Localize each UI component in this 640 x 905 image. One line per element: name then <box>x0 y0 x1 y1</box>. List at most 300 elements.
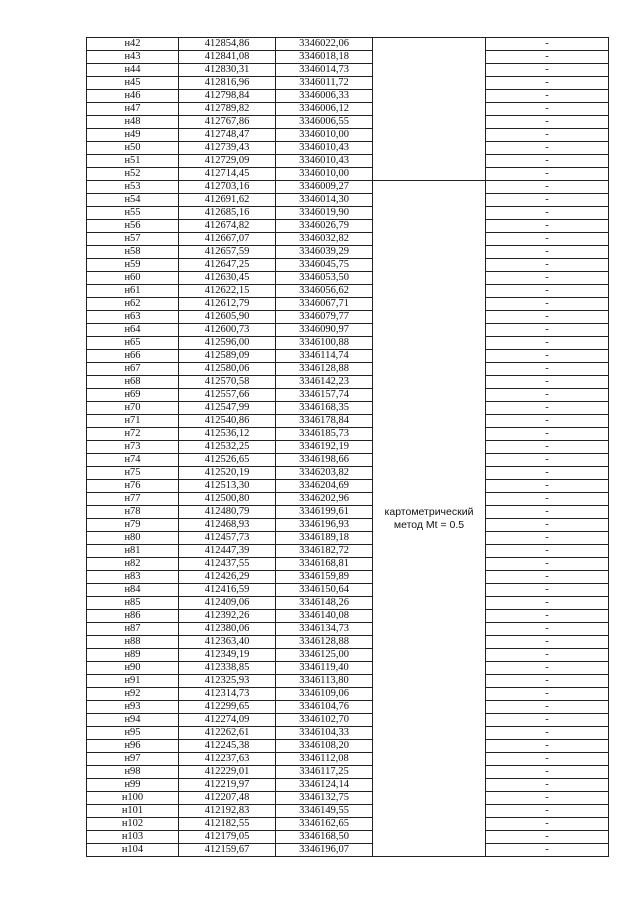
error-cell: - <box>486 363 609 376</box>
coord-x-cell: 412229,01 <box>179 766 276 779</box>
point-name-cell: н42 <box>87 38 179 51</box>
point-name-cell: н83 <box>87 571 179 584</box>
error-cell: - <box>486 714 609 727</box>
coord-x-cell: 412570,58 <box>179 376 276 389</box>
error-cell: - <box>486 701 609 714</box>
method-accuracy: метод Mt = 0.5 <box>393 518 465 531</box>
error-cell: - <box>486 233 609 246</box>
coord-y-cell: 3346113,80 <box>276 675 373 688</box>
error-cell: - <box>486 623 609 636</box>
table-row <box>87 129 609 142</box>
coord-x-cell: 412416,59 <box>179 584 276 597</box>
error-cell: - <box>486 571 609 584</box>
coord-x-cell: 412691,62 <box>179 194 276 207</box>
coord-y-cell: 3346022,06 <box>276 38 373 51</box>
coord-y-cell: 3346124,14 <box>276 779 373 792</box>
point-name-cell: н76 <box>87 480 179 493</box>
coord-y-cell: 3346159,89 <box>276 571 373 584</box>
table-row <box>87 766 609 779</box>
coord-y-cell: 3346056,62 <box>276 285 373 298</box>
coord-y-cell: 3346178,84 <box>276 415 373 428</box>
coord-x-cell: 412580,06 <box>179 363 276 376</box>
error-cell: - <box>486 220 609 233</box>
table-row <box>87 506 609 519</box>
coord-y-cell: 3346011,72 <box>276 77 373 90</box>
coord-x-cell: 412729,09 <box>179 155 276 168</box>
coord-x-cell: 412703,16 <box>179 181 276 194</box>
point-name-cell: н77 <box>87 493 179 506</box>
coord-y-cell: 3346014,73 <box>276 64 373 77</box>
point-name-cell: н62 <box>87 298 179 311</box>
point-name-cell: н43 <box>87 51 179 64</box>
point-name-cell: н85 <box>87 597 179 610</box>
table-row <box>87 77 609 90</box>
table-row <box>87 363 609 376</box>
table-row <box>87 64 609 77</box>
coord-y-cell: 3346168,81 <box>276 558 373 571</box>
coord-y-cell: 3346006,33 <box>276 90 373 103</box>
coord-y-cell: 3346132,75 <box>276 792 373 805</box>
point-name-cell: н103 <box>87 831 179 844</box>
point-name-cell: н44 <box>87 64 179 77</box>
table-row <box>87 90 609 103</box>
point-name-cell: н104 <box>87 844 179 857</box>
table-row <box>87 805 609 818</box>
coord-y-cell: 3346104,33 <box>276 727 373 740</box>
coord-y-cell: 3346142,23 <box>276 376 373 389</box>
coord-x-cell: 412437,55 <box>179 558 276 571</box>
coord-x-cell: 412674,82 <box>179 220 276 233</box>
table-row <box>87 311 609 324</box>
coord-x-cell: 412657,59 <box>179 246 276 259</box>
table-row <box>87 389 609 402</box>
table-row <box>87 740 609 753</box>
error-cell: - <box>486 818 609 831</box>
coord-y-cell: 3346006,12 <box>276 103 373 116</box>
coord-y-cell: 3346182,72 <box>276 545 373 558</box>
point-name-cell: н90 <box>87 662 179 675</box>
point-name-cell: н78 <box>87 506 179 519</box>
point-name-cell: н75 <box>87 467 179 480</box>
coord-x-cell: 412540,86 <box>179 415 276 428</box>
point-name-cell: н101 <box>87 805 179 818</box>
coord-x-cell: 412739,43 <box>179 142 276 155</box>
coord-x-cell: 412245,38 <box>179 740 276 753</box>
table-row <box>87 753 609 766</box>
point-name-cell: н84 <box>87 584 179 597</box>
point-name-cell: н67 <box>87 363 179 376</box>
coord-x-cell: 412349,19 <box>179 649 276 662</box>
coord-y-cell: 3346185,73 <box>276 428 373 441</box>
table-row <box>87 584 609 597</box>
point-name-cell: н59 <box>87 259 179 272</box>
table-row <box>87 428 609 441</box>
table-row <box>87 519 609 532</box>
table-row <box>87 415 609 428</box>
table-row <box>87 116 609 129</box>
point-name-cell: н51 <box>87 155 179 168</box>
coord-x-cell: 412179,05 <box>179 831 276 844</box>
error-cell: - <box>486 480 609 493</box>
table-row <box>87 441 609 454</box>
point-name-cell: н47 <box>87 103 179 116</box>
coord-y-cell: 3346168,35 <box>276 402 373 415</box>
table-row <box>87 376 609 389</box>
table-row <box>87 792 609 805</box>
coord-y-cell: 3346196,07 <box>276 844 373 857</box>
error-cell: - <box>486 389 609 402</box>
table-row <box>87 662 609 675</box>
coord-y-cell: 3346010,00 <box>276 129 373 142</box>
coord-y-cell: 3346117,25 <box>276 766 373 779</box>
coord-x-cell: 412830,31 <box>179 64 276 77</box>
coord-x-cell: 412182,55 <box>179 818 276 831</box>
table-row <box>87 610 609 623</box>
error-cell: - <box>486 493 609 506</box>
error-cell: - <box>486 194 609 207</box>
coord-x-cell: 412600,73 <box>179 324 276 337</box>
error-cell: - <box>486 792 609 805</box>
coord-x-cell: 412532,25 <box>179 441 276 454</box>
point-name-cell: н73 <box>87 441 179 454</box>
point-name-cell: н53 <box>87 181 179 194</box>
coord-x-cell: 412526,65 <box>179 454 276 467</box>
coord-y-cell: 3346202,96 <box>276 493 373 506</box>
error-cell: - <box>486 129 609 142</box>
method-cell <box>373 181 486 857</box>
coord-x-cell: 412380,06 <box>179 623 276 636</box>
error-cell: - <box>486 597 609 610</box>
error-cell: - <box>486 519 609 532</box>
coord-y-cell: 3346203,82 <box>276 467 373 480</box>
error-cell: - <box>486 428 609 441</box>
coord-y-cell: 3346148,26 <box>276 597 373 610</box>
table-row <box>87 545 609 558</box>
coord-x-cell: 412237,63 <box>179 753 276 766</box>
table-row <box>87 285 609 298</box>
coord-y-cell: 3346140,08 <box>276 610 373 623</box>
point-name-cell: н66 <box>87 350 179 363</box>
coord-x-cell: 412274,09 <box>179 714 276 727</box>
coord-x-cell: 412596,00 <box>179 337 276 350</box>
coord-x-cell: 412513,30 <box>179 480 276 493</box>
coord-y-cell: 3346119,40 <box>276 662 373 675</box>
coord-x-cell: 412500,80 <box>179 493 276 506</box>
error-cell: - <box>486 805 609 818</box>
coord-x-cell: 412854,86 <box>179 38 276 51</box>
coord-x-cell: 412159,67 <box>179 844 276 857</box>
coord-x-cell: 412622,15 <box>179 285 276 298</box>
coord-y-cell: 3346128,88 <box>276 363 373 376</box>
error-cell: - <box>486 298 609 311</box>
coord-y-cell: 3346189,18 <box>276 532 373 545</box>
table-row <box>87 675 609 688</box>
error-cell: - <box>486 688 609 701</box>
point-name-cell: н86 <box>87 610 179 623</box>
coord-x-cell: 412207,48 <box>179 792 276 805</box>
table-row <box>87 142 609 155</box>
table-row <box>87 597 609 610</box>
error-cell: - <box>486 415 609 428</box>
error-cell: - <box>486 662 609 675</box>
coord-y-cell: 3346112,08 <box>276 753 373 766</box>
point-name-cell: н61 <box>87 285 179 298</box>
coord-x-cell: 412789,82 <box>179 103 276 116</box>
error-cell: - <box>486 584 609 597</box>
table-row <box>87 155 609 168</box>
coord-x-cell: 412748,47 <box>179 129 276 142</box>
coord-y-cell: 3346032,82 <box>276 233 373 246</box>
point-name-cell: н80 <box>87 532 179 545</box>
point-name-cell: н63 <box>87 311 179 324</box>
point-name-cell: н50 <box>87 142 179 155</box>
table-row <box>87 558 609 571</box>
coord-x-cell: 412667,07 <box>179 233 276 246</box>
error-cell: - <box>486 103 609 116</box>
coord-x-cell: 412816,96 <box>179 77 276 90</box>
table-row <box>87 844 609 857</box>
error-cell: - <box>486 610 609 623</box>
coord-x-cell: 412468,93 <box>179 519 276 532</box>
table-row <box>87 103 609 116</box>
point-name-cell: н45 <box>87 77 179 90</box>
table-row <box>87 714 609 727</box>
method-name: картометрический <box>384 505 474 518</box>
error-cell: - <box>486 142 609 155</box>
table-row <box>87 727 609 740</box>
error-cell: - <box>486 207 609 220</box>
table-row <box>87 233 609 246</box>
error-cell: - <box>486 350 609 363</box>
point-name-cell: н87 <box>87 623 179 636</box>
error-cell: - <box>486 246 609 259</box>
coord-x-cell: 412547,99 <box>179 402 276 415</box>
error-cell: - <box>486 116 609 129</box>
table-row <box>87 51 609 64</box>
point-name-cell: н69 <box>87 389 179 402</box>
error-cell: - <box>486 77 609 90</box>
point-name-cell: н71 <box>87 415 179 428</box>
coord-x-cell: 412612,79 <box>179 298 276 311</box>
point-name-cell: н70 <box>87 402 179 415</box>
point-name-cell: н68 <box>87 376 179 389</box>
table-row <box>87 831 609 844</box>
point-name-cell: н92 <box>87 688 179 701</box>
coord-y-cell: 3346198,66 <box>276 454 373 467</box>
coord-y-cell: 3346168,50 <box>276 831 373 844</box>
coord-x-cell: 412325,93 <box>179 675 276 688</box>
point-name-cell: н79 <box>87 519 179 532</box>
error-cell: - <box>486 38 609 51</box>
point-name-cell: н93 <box>87 701 179 714</box>
coord-x-cell: 412262,61 <box>179 727 276 740</box>
table-row <box>87 298 609 311</box>
error-cell: - <box>486 181 609 194</box>
table-row <box>87 467 609 480</box>
coord-x-cell: 412589,09 <box>179 350 276 363</box>
error-cell: - <box>486 532 609 545</box>
coord-y-cell: 3346109,06 <box>276 688 373 701</box>
coord-y-cell: 3346079,77 <box>276 311 373 324</box>
point-name-cell: н88 <box>87 636 179 649</box>
point-name-cell: н81 <box>87 545 179 558</box>
table-row <box>87 480 609 493</box>
error-cell: - <box>486 675 609 688</box>
coord-y-cell: 3346090,97 <box>276 324 373 337</box>
table-row <box>87 571 609 584</box>
table-row <box>87 701 609 714</box>
error-cell: - <box>486 311 609 324</box>
coord-x-cell: 412520,19 <box>179 467 276 480</box>
coord-y-cell: 3346019,90 <box>276 207 373 220</box>
error-cell: - <box>486 51 609 64</box>
coord-x-cell: 412314,73 <box>179 688 276 701</box>
error-cell: - <box>486 402 609 415</box>
table-row <box>87 402 609 415</box>
error-cell: - <box>486 753 609 766</box>
point-name-cell: н100 <box>87 792 179 805</box>
coord-x-cell: 412767,86 <box>179 116 276 129</box>
error-cell: - <box>486 441 609 454</box>
coord-x-cell: 412536,12 <box>179 428 276 441</box>
coord-x-cell: 412605,90 <box>179 311 276 324</box>
error-cell: - <box>486 168 609 181</box>
error-cell: - <box>486 285 609 298</box>
table-row <box>87 493 609 506</box>
coord-x-cell: 412685,16 <box>179 207 276 220</box>
coord-y-cell: 3346114,74 <box>276 350 373 363</box>
coord-y-cell: 3346010,43 <box>276 155 373 168</box>
table-row <box>87 220 609 233</box>
table-row <box>87 623 609 636</box>
error-cell: - <box>486 324 609 337</box>
table-row <box>87 688 609 701</box>
coord-y-cell: 3346009,27 <box>276 181 373 194</box>
coord-x-cell: 412798,84 <box>179 90 276 103</box>
coord-x-cell: 412457,73 <box>179 532 276 545</box>
point-name-cell: н98 <box>87 766 179 779</box>
error-cell: - <box>486 649 609 662</box>
point-name-cell: н60 <box>87 272 179 285</box>
coord-y-cell: 3346108,20 <box>276 740 373 753</box>
coord-y-cell: 3346128,88 <box>276 636 373 649</box>
table-row <box>87 324 609 337</box>
point-name-cell: н97 <box>87 753 179 766</box>
coord-y-cell: 3346102,70 <box>276 714 373 727</box>
point-name-cell: н58 <box>87 246 179 259</box>
coord-y-cell: 3346204,69 <box>276 480 373 493</box>
coord-y-cell: 3346100,88 <box>276 337 373 350</box>
table-row <box>87 636 609 649</box>
coord-y-cell: 3346010,43 <box>276 142 373 155</box>
table-row <box>87 350 609 363</box>
table-row <box>87 272 609 285</box>
point-name-cell: н94 <box>87 714 179 727</box>
error-cell: - <box>486 558 609 571</box>
coord-x-cell: 412714,45 <box>179 168 276 181</box>
error-cell: - <box>486 506 609 519</box>
table-row <box>87 194 609 207</box>
coordinates-table-body <box>87 38 609 857</box>
coord-y-cell: 3346006,55 <box>276 116 373 129</box>
table-row <box>87 246 609 259</box>
table-row <box>87 818 609 831</box>
error-cell: - <box>486 259 609 272</box>
point-name-cell: н57 <box>87 233 179 246</box>
coord-x-cell: 412392,26 <box>179 610 276 623</box>
table-row <box>87 207 609 220</box>
coordinates-table <box>86 37 609 857</box>
table-row <box>87 168 609 181</box>
coord-y-cell: 3346045,75 <box>276 259 373 272</box>
point-name-cell: н96 <box>87 740 179 753</box>
point-name-cell: н65 <box>87 337 179 350</box>
coord-y-cell: 3346014,30 <box>276 194 373 207</box>
coord-y-cell: 3346150,64 <box>276 584 373 597</box>
coord-x-cell: 412426,29 <box>179 571 276 584</box>
error-cell: - <box>486 779 609 792</box>
coord-x-cell: 412219,97 <box>179 779 276 792</box>
coord-y-cell: 3346104,76 <box>276 701 373 714</box>
error-cell: - <box>486 272 609 285</box>
coord-y-cell: 3346196,93 <box>276 519 373 532</box>
point-name-cell: н48 <box>87 116 179 129</box>
error-cell: - <box>486 831 609 844</box>
table-row <box>87 532 609 545</box>
coord-x-cell: 412557,66 <box>179 389 276 402</box>
coord-y-cell: 3346018,18 <box>276 51 373 64</box>
coord-y-cell: 3346039,29 <box>276 246 373 259</box>
error-cell: - <box>486 155 609 168</box>
coord-x-cell: 412338,85 <box>179 662 276 675</box>
point-name-cell: н72 <box>87 428 179 441</box>
point-name-cell: н55 <box>87 207 179 220</box>
coord-y-cell: 3346053,50 <box>276 272 373 285</box>
error-cell: - <box>486 844 609 857</box>
coord-x-cell: 412409,06 <box>179 597 276 610</box>
error-cell: - <box>486 636 609 649</box>
coord-x-cell: 412841,08 <box>179 51 276 64</box>
point-name-cell: н52 <box>87 168 179 181</box>
point-name-cell: н49 <box>87 129 179 142</box>
error-cell: - <box>486 545 609 558</box>
table-row <box>87 38 609 51</box>
error-cell: - <box>486 454 609 467</box>
coord-y-cell: 3346125,00 <box>276 649 373 662</box>
coord-x-cell: 412447,39 <box>179 545 276 558</box>
error-cell: - <box>486 467 609 480</box>
point-name-cell: н74 <box>87 454 179 467</box>
coord-y-cell: 3346199,61 <box>276 506 373 519</box>
coord-y-cell: 3346067,71 <box>276 298 373 311</box>
error-cell: - <box>486 337 609 350</box>
table-row <box>87 259 609 272</box>
coord-x-cell: 412480,79 <box>179 506 276 519</box>
error-cell: - <box>486 376 609 389</box>
coord-x-cell: 412647,25 <box>179 259 276 272</box>
coord-x-cell: 412192,83 <box>179 805 276 818</box>
point-name-cell: н91 <box>87 675 179 688</box>
table-row <box>87 649 609 662</box>
coord-y-cell: 3346026,79 <box>276 220 373 233</box>
table-row <box>87 454 609 467</box>
table-row <box>87 337 609 350</box>
point-name-cell: н56 <box>87 220 179 233</box>
error-cell: - <box>486 727 609 740</box>
point-name-cell: н54 <box>87 194 179 207</box>
point-name-cell: н46 <box>87 90 179 103</box>
point-name-cell: н102 <box>87 818 179 831</box>
